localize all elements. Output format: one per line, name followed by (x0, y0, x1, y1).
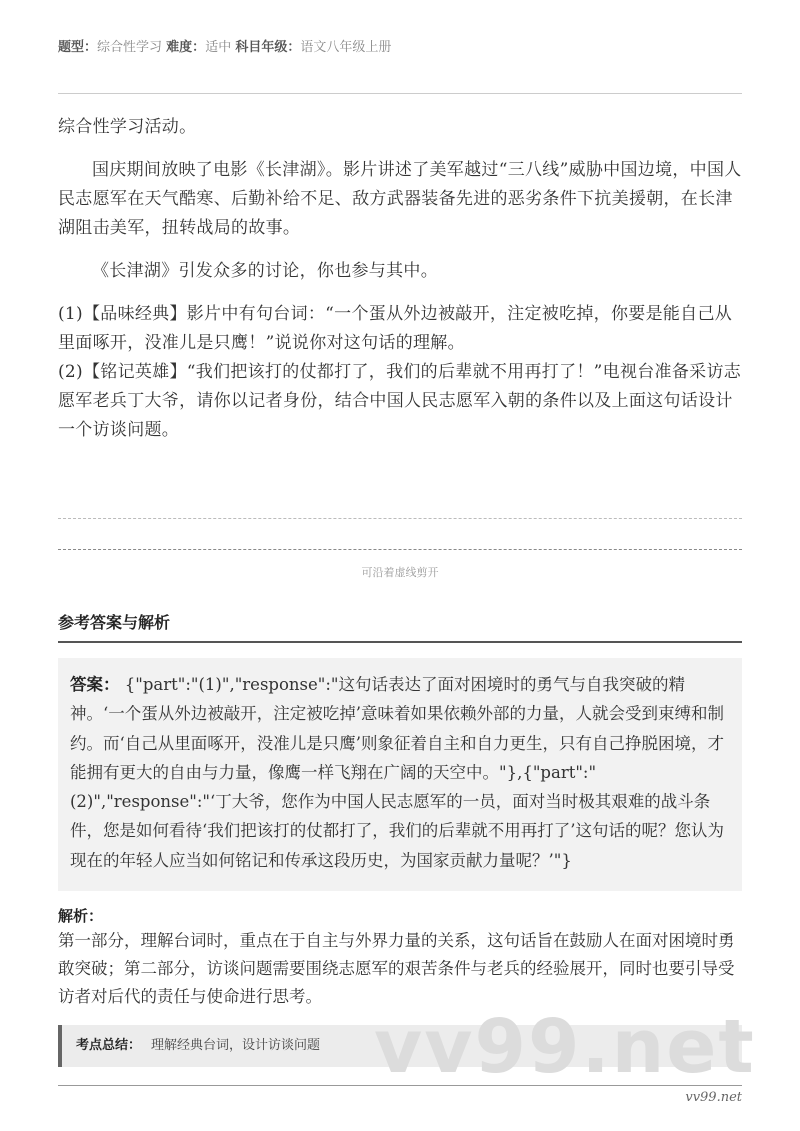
summary-label: 考点总结： (76, 1038, 142, 1054)
question-paragraph: 国庆期间放映了电影《长津湖》。影片讲述了美军越过“三八线”威胁中国边境，中国人民志愿军在天气酷寒、后勤补给不足、敌方武器装备先进的恶劣条件下抗美援朝，在长津湖阻击美军，扭转战局的故事。 (58, 160, 742, 238)
answer-label: 答案： (70, 675, 120, 694)
difficulty-label: 难度： (166, 40, 206, 55)
sub-question-2: (2)【铭记英雄】“我们把该打的仗都打了，我们的后辈就不用再打了！”电视台准备采访志愿军老兵丁大爷，请你以记者身份，结合中国人民志愿军入朝的条件以及上面这句话设计一个访谈问题。 (58, 362, 742, 440)
question-paragraph: 《长津湖》引发众多的讨论，你也参与其中。 (92, 261, 438, 281)
divider (58, 93, 742, 94)
analysis-label: 解析： (58, 907, 104, 926)
difficulty-value: 适中 (205, 40, 232, 55)
summary-text: 理解经典台词，设计访谈问题 (151, 1038, 321, 1054)
cut-line (58, 518, 742, 519)
type-value: 综合性学习 (97, 40, 163, 55)
question-intro: 综合性学习活动。 (58, 117, 197, 137)
cut-hint: 可沿着虚线剪开 (361, 566, 439, 579)
sub-question-1: (1)【品味经典】影片中有句台词：“一个蛋从外边被敲开，注定被吃掉，你要是能自己从里面啄开，没准儿是只鹰！”说说你对这句话的理解。 (58, 304, 733, 353)
question-body (58, 113, 742, 445)
answer-box (58, 658, 742, 891)
question-meta (58, 36, 391, 55)
summary-callout (58, 1004, 756, 1091)
watermark: vv99.net (374, 1004, 756, 1091)
answer-text: {"part":"(1)","response":"这句话表达了面对困境时的勇气与自我突破的精神。‘一个蛋从外边被敲开，注定被吃掉’意味着如果依赖外部的力量，人就会受到束缚和制约。而‘自己从里面啄开，没准儿是只鹰’则象征着自主和自力更生，只有自己挣脱困境，才能拥有更大的自由与力量，像鹰一样飞翔在广阔的天空中。"},{"part":"(2)","response":"‘丁大爷，您作为中国人民志愿军的一员，面对当时极其艰难的战斗条件，您是如何看待‘我们把该打的仗都打了，我们的后辈就不用再打了’这句话的呢？您认为现在的年轻人应当如何铭记和传承这段历史，为国家贡献力量呢？’"} (70, 675, 724, 870)
cut-line (58, 549, 742, 550)
section-title: 参考答案与解析 (58, 610, 742, 643)
summary-line (76, 1037, 320, 1055)
subject-label: 科目年级： (235, 40, 301, 55)
subject-value: 语文八年级上册 (300, 40, 392, 55)
analysis-text: 第一部分，理解台词时，重点在于自主与外界力量的关系，这句话旨在鼓励人在面对困境时勇敢突破；第二部分，访谈问题需要围绕志愿军的艰苦条件与老兵的经验展开，同时也要引导受访者对后代的责任与使命进行思考。 (58, 931, 735, 1007)
type-label: 题型： (58, 40, 98, 55)
answer-section (58, 658, 756, 1106)
footer-site: vv99.net (685, 1090, 742, 1106)
